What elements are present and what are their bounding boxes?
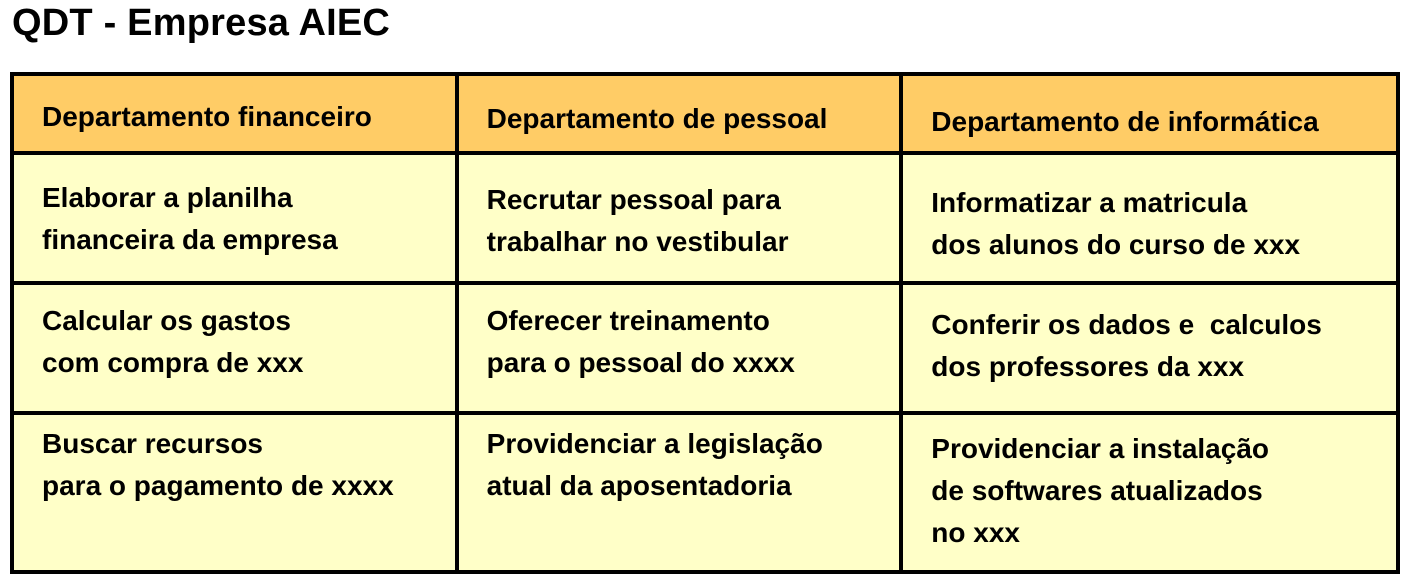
page-title: QDT - Empresa AIEC [12,2,391,44]
table-row [12,413,1398,572]
table-cell [901,283,1398,413]
cell-text: trabalhar no vestibular [486,225,789,257]
header-cell-pessoal [457,74,902,153]
cell-text: Buscar recursos [42,427,264,459]
table-cell [12,153,457,283]
table-cell [901,413,1398,572]
cell-text: dos professores da xxx [931,350,1245,382]
table-header-row [12,74,1398,153]
cell-text: dos alunos do curso de xxx [931,228,1301,260]
cell-text: Recrutar pessoal para [486,183,781,215]
cell-text: no xxx [931,516,1020,548]
cell-text: Elaborar a planilha [42,181,293,213]
cell-text: Providenciar a instalação [931,432,1269,464]
cell-text: de softwares atualizados [931,474,1263,506]
header-cell-financeiro [12,74,457,153]
table-cell [457,413,902,572]
cell-text: Conferir os dados e calculos [931,308,1322,340]
table-row [12,153,1398,283]
cell-text: atual da aposentadoria [486,469,792,501]
cell-text: financeira da empresa [42,223,338,255]
cell-text: para o pagamento de xxxx [42,469,394,501]
cell-text: com compra de xxx [42,346,304,378]
table-cell [457,153,902,283]
header-label: Departamento de informática [931,106,1319,137]
cell-text: Calcular os gastos [42,304,291,336]
table-cell [901,153,1398,283]
table-cell [12,283,457,413]
table-cell [457,283,902,413]
header-label: Departamento financeiro [42,101,372,132]
cell-text: Oferecer treinamento [486,304,770,336]
cell-text: Informatizar a matricula [931,186,1248,218]
header-cell-informatica [901,74,1398,153]
department-task-table [10,72,1400,574]
cell-text: para o pessoal do xxxx [486,346,795,378]
table-cell [12,413,457,572]
cell-text: Providenciar a legislação [486,427,823,459]
table-row [12,283,1398,413]
header-label: Departamento de pessoal [486,103,828,134]
